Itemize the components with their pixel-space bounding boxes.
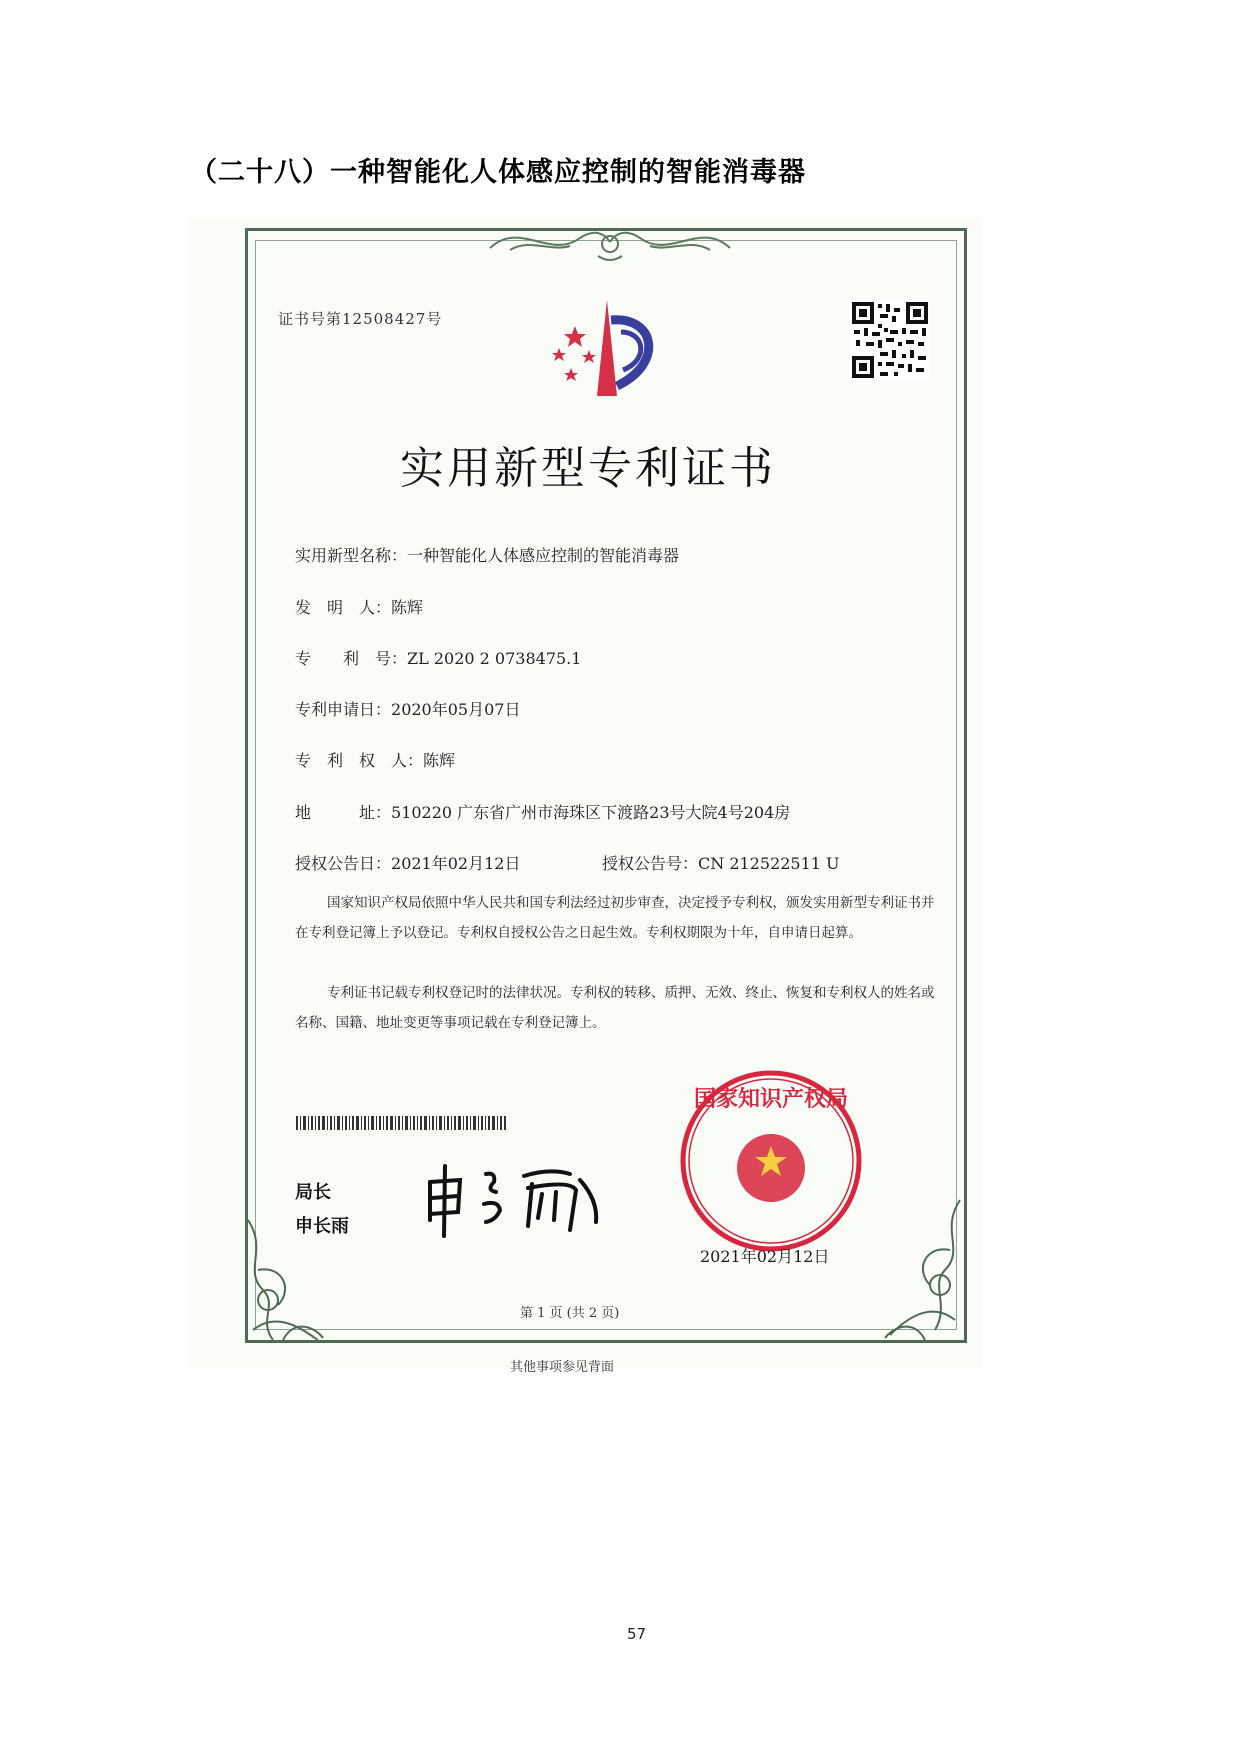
field-label: 地 址： <box>295 803 392 822</box>
certificate-paragraph-2: 专利证书记载专利权登记时的法律状况。专利权的转移、质押、无效、终止、恢复和专利权人的姓名或名称、国籍、地址变更等事项记载在专利登记簿上。 <box>295 985 935 1031</box>
handwritten-signature <box>420 1160 610 1240</box>
official-seal <box>678 1068 864 1254</box>
field-address <box>295 800 790 823</box>
patent-office-logo <box>545 298 675 398</box>
field-patent-number <box>295 646 581 669</box>
svg-text:国家知识产权局: 国家知识产权局 <box>693 1087 849 1112</box>
field-label: 专 利 权 人： <box>295 751 424 770</box>
certificate-title: 实用新型专利证书 <box>400 443 776 494</box>
qr-code <box>850 300 930 380</box>
section-heading: （二十八）一种智能化人体感应控制的智能消毒器 <box>190 157 806 188</box>
field-application-date <box>295 697 520 720</box>
signatory-name: 申长雨 <box>295 1216 349 1237</box>
barcode <box>296 1116 506 1130</box>
field-grant-date <box>295 851 520 874</box>
field-value: 陈辉 <box>423 751 456 770</box>
field-label: 授权公告日： <box>295 854 392 873</box>
field-label: 专 利 号： <box>295 649 408 668</box>
certificate-number: 证书号第12508427号 <box>278 310 443 328</box>
field-value: CN 212522511 U <box>698 854 840 873</box>
page-number: 57 <box>627 1625 647 1643</box>
field-label: 专利申请日： <box>295 700 392 719</box>
field-value: 2021年02月12日 <box>391 854 521 873</box>
field-label: 实用新型名称： <box>295 546 408 565</box>
field-label: 发 明 人： <box>295 598 392 617</box>
field-value: 一种智能化人体感应控制的智能消毒器 <box>407 546 680 565</box>
seal-date: 2021年02月12日 <box>700 1247 830 1266</box>
field-inventor <box>295 595 423 618</box>
signatory-title: 局长 <box>295 1182 331 1203</box>
top-ornament <box>480 220 740 264</box>
field-value: 2020年05月07日 <box>391 700 521 719</box>
certificate-paragraph-1: 国家知识产权局依照中华人民共和国专利法经过初步审查，决定授予专利权，颁发实用新型专利证书并在专利登记簿上予以登记。专利权自授权公告之日起生效。专利权期限为十年，自申请日起算。 <box>295 895 935 941</box>
back-note: 其他事项参见背面 <box>510 1360 615 1375</box>
field-patentee <box>295 748 455 771</box>
field-value: ZL 2020 2 0738475.1 <box>407 649 582 668</box>
field-utility-model-name <box>295 543 679 566</box>
field-label: 授权公告号： <box>602 854 699 873</box>
field-grant-number <box>602 851 840 874</box>
field-value: 510220 广东省广州市海珠区下渡路23号大院4号204房 <box>391 803 791 822</box>
certificate-page-indicator: 第 1 页 (共 2 页) <box>520 1306 620 1321</box>
bottom-right-ornament <box>880 1190 970 1350</box>
field-value: 陈辉 <box>391 598 424 617</box>
